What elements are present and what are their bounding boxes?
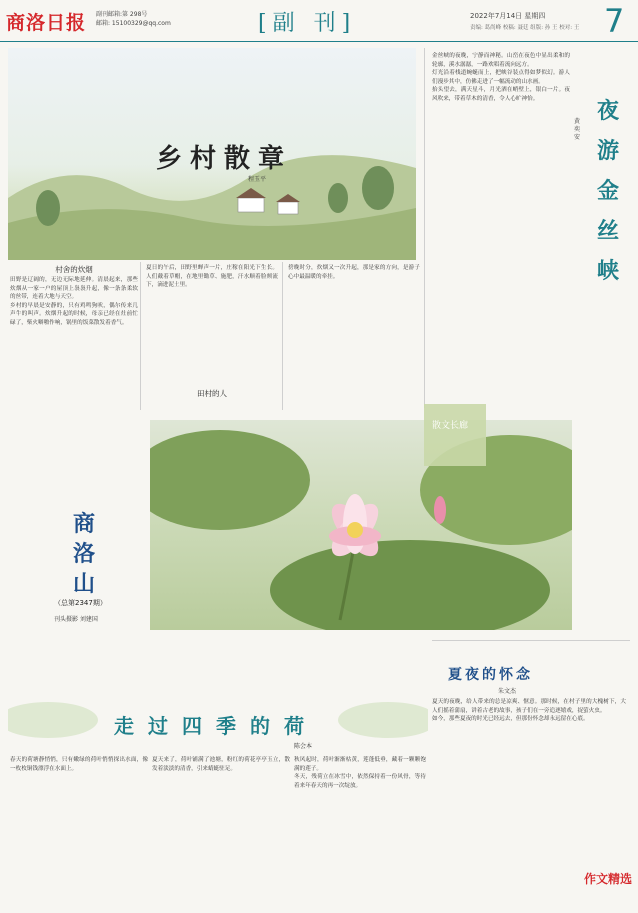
paragraph: 灯光沿着栈道蜿蜒而上，把峡谷装点得如梦似幻。游人们漫步其中，仿佛走进了一幅流动的山水画。	[432, 70, 570, 85]
editors-line: 责编: 葛尚峰 校稿: 聂廷 组版: 孙 王 校对: 王	[470, 25, 580, 31]
lotus-column-3	[294, 756, 426, 906]
rural-column-2	[146, 264, 278, 384]
masthead-info-line: 副刊邮箱:第 298号	[96, 11, 148, 18]
rural-subhead: 村舍的炊烟	[55, 265, 93, 274]
paragraph: 秋风起时，荷叶渐渐枯黄，莲蓬低垂，藏着一颗颗饱满的莲子。	[294, 757, 426, 772]
masthead: 商洛日报	[6, 12, 87, 34]
night-tour-title: 夜游金丝峡	[596, 99, 619, 284]
paragraph: 冬天，残荷立在冰雪中，依然保持着一份风骨，等待着来年春天的再一次绽放。	[294, 774, 426, 789]
section-divider	[432, 640, 630, 641]
paragraph: 夏天的夜晚，给人带来的总是凉爽、惬意。那时候，在村子里的大槐树下，大人们摇着蒲扇，讲着古老的故事，孩子们在一旁追逐嬉戏，捉萤火虫。	[432, 699, 626, 714]
rural-title: 乡村散章	[156, 144, 293, 174]
masthead-info	[96, 10, 171, 28]
paragraph: 夏天来了，荷叶铺满了池塘，粉红的荷花亭亭玉立，散发着淡淡的清香，引来蜻蜓驻足。	[152, 757, 290, 772]
paragraph: 乡村的早晨是安静的，只有鸡鸣狗吠，偶尔传来几声牛的叫声。炊烟升起的时候，母亲已经在灶前忙碌了，柴火噼啪作响，锅里的饭菜散发着香气。	[10, 302, 138, 326]
paragraph: 夏日的午后，田野里蝉声一片，庄稼在阳光下生长。人们戴着草帽，在地里锄草、施肥，汗水顺着脸颊流下，滴进泥土里。	[146, 265, 278, 289]
lotus-column-1	[10, 756, 148, 906]
night-tour-text	[432, 52, 570, 402]
shangluo-credit: 刊头摄影 刘建国	[54, 616, 98, 623]
lotus-author: 陈会本	[294, 743, 313, 750]
summer-night-text	[432, 698, 626, 866]
page-header	[0, 0, 638, 42]
summer-night-title: 夏夜的怀念	[448, 667, 533, 683]
night-tour-author: 黄奕安	[574, 118, 581, 141]
paragraph: 如今，那些夏夜的时光已经远去，但那份怀念却永远留在心底。	[432, 716, 589, 723]
rural-hero-image	[8, 48, 416, 260]
section-title: [副 刊]	[258, 11, 357, 36]
paragraph: 金丝峡的夜晚，宁静而神秘。山峦在夜色中显出柔和的轮廓，溪水潺潺，一路欢唱着流向远方。	[432, 53, 570, 68]
prose-stamp-background	[424, 404, 486, 466]
paragraph: 抬头望去，满天星斗，月光洒在峭壁上，银白一片。夜风吹来，带着草木的清香，令人心旷神怡。	[432, 87, 570, 102]
rural-column-1	[10, 276, 138, 410]
issue-date: 2022年7月14日 星期四	[470, 12, 546, 20]
shangluo-issue: （总第2347期）	[54, 599, 107, 607]
lotus-flower-illustration	[150, 420, 572, 630]
column-divider	[140, 262, 141, 410]
paragraph: 田野是辽阔的，无边无际地延伸。清晨起来，那些炊烟从一家一户的屋顶上袅袅升起，像一条条柔软的丝带，连着大地与天空。	[10, 277, 138, 301]
rural-subhead: 田村的人	[197, 389, 227, 398]
paragraph: 傍晚时分，炊烟又一次升起，那是家的方向，是游子心中最温暖的牵挂。	[288, 265, 420, 280]
rural-author: 程玉平	[248, 176, 267, 183]
summer-night-author: 朱文杰	[498, 688, 517, 695]
column-divider	[424, 48, 425, 408]
paragraph: 春天的荷塘静悄悄，只有嫩绿的荷叶悄悄探出水面，像一枚枚铜钱漂浮在水面上。	[10, 757, 148, 772]
lotus-title: 走过四季的荷	[114, 714, 318, 738]
prose-stamp-text: 散文长廊	[432, 421, 469, 431]
lotus-column-2	[152, 756, 290, 906]
rural-column-3	[288, 264, 420, 404]
column-divider	[282, 262, 283, 410]
shangluo-title: 商洛山	[72, 512, 95, 597]
lotus-photo	[150, 420, 572, 630]
masthead-info-line: 邮箱: 15100329@qq.com	[96, 20, 171, 27]
page-number: 7	[604, 2, 625, 40]
essay-logo: 作文精选	[584, 872, 633, 886]
shangluo-column-box	[50, 488, 140, 688]
